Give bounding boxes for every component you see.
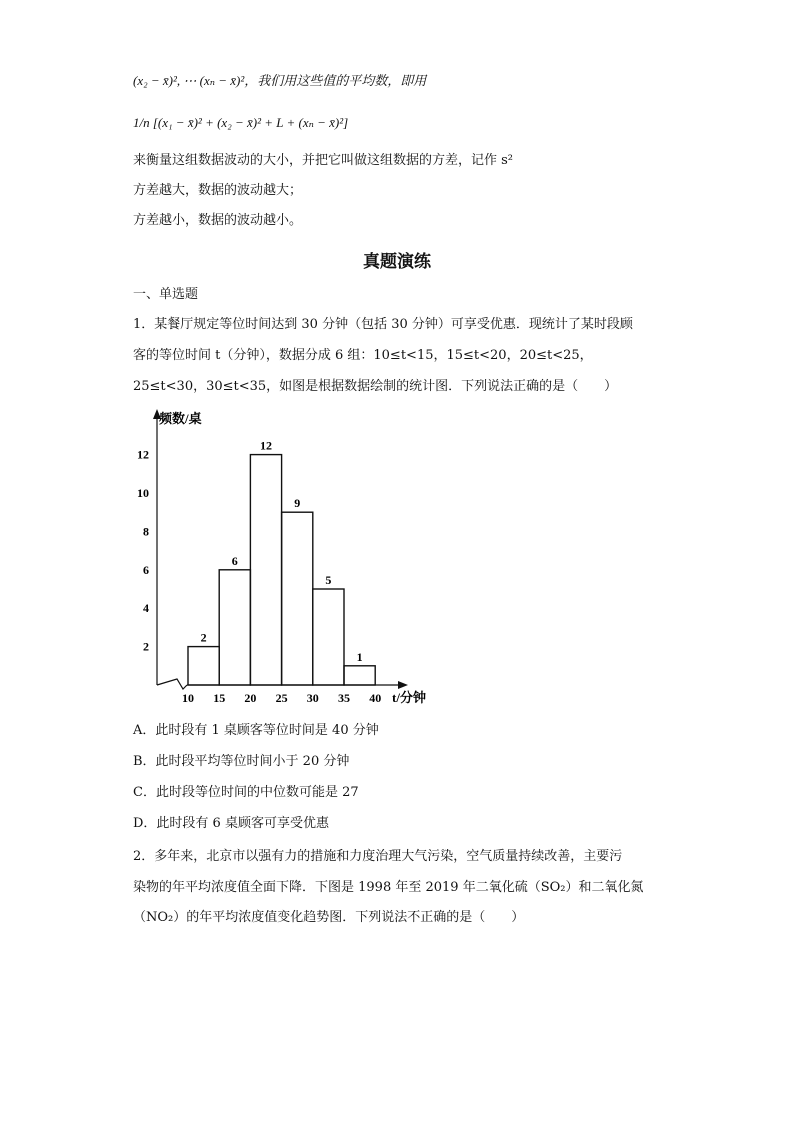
y-axis-label: 频数/桌 — [159, 411, 202, 426]
histogram-bar — [282, 512, 313, 685]
bar-value-label: 1 — [356, 649, 363, 664]
x-tick-label: 20 — [244, 691, 257, 705]
x-axis-arrow — [398, 681, 408, 689]
q1-option-c: C．此时段等位时间的中位数可能是 27 — [133, 785, 359, 800]
histogram-bar — [313, 589, 344, 685]
q2-line-2: 染物的年平均浓度值全面下降．下图是 1998 年至 2019 年二氧化硫（SO₂）和二氧化氮 — [133, 880, 644, 895]
y-tick-label: 12 — [137, 447, 149, 462]
x-tick-label: 30 — [306, 691, 319, 705]
histogram-bar — [188, 647, 219, 685]
y-tick-label: 4 — [143, 601, 149, 616]
x-tick-label: 25 — [275, 691, 288, 705]
bar-value-label: 12 — [260, 438, 272, 453]
histogram-bar — [219, 570, 250, 685]
y-tick-label: 8 — [143, 524, 149, 539]
axis-break — [157, 679, 187, 689]
histogram-chart — [130, 405, 430, 705]
histogram-bar — [344, 666, 375, 685]
variance-formula — [133, 114, 348, 132]
review-line-3: 来衡量这组数据波动的大小，并把它叫做这组数据的方差，记作 s² — [133, 153, 514, 168]
part-label: 一、单选题 — [133, 287, 199, 302]
review-line-4: 方差越大，数据的波动越大； — [133, 183, 303, 198]
x-tick-label: 40 — [369, 691, 382, 705]
q1-line-3: 25≤t<30，30≤t<35，如图是根据数据绘制的统计图．下列说法正确的是（ ） — [133, 379, 618, 394]
bar-value-label: 6 — [231, 553, 238, 568]
bar-value-label: 9 — [294, 496, 301, 511]
formula-body: [(x₁ − x̄)² + (x₂ − x̄)² + L + (xₙ − x̄)²] — [152, 115, 349, 130]
x-tick-label: 10 — [182, 691, 194, 705]
q1-option-a: A．此时段有 1 桌顾客等位时间是 40 分钟 — [133, 723, 379, 738]
q1-option-b: B．此时段平均等位时间小于 20 分钟 — [133, 754, 350, 769]
histogram-bar — [250, 455, 281, 685]
formula-lhs: 1/n — [133, 115, 150, 130]
q2-line-3: （NO₂）的年平均浓度值变化趋势图．下列说法不正确的是（ ） — [133, 910, 525, 925]
x-tick-label: 15 — [213, 691, 226, 705]
x-axis-label: t/分钟 — [392, 690, 426, 705]
review-line-1: (x₂ − x̄)², ⋯ (xₙ − x̄)²，我们用这些值的平均数，即用 — [133, 73, 427, 88]
section-title: 真题演练 — [363, 252, 431, 272]
x-tick-label: 35 — [338, 691, 350, 705]
review-line-5: 方差越小，数据的波动越小。 — [133, 213, 303, 228]
q1-option-d: D．此时段有 6 桌顾客可享受优惠 — [133, 816, 329, 831]
bar-value-label: 5 — [325, 573, 332, 587]
y-tick-label: 10 — [137, 486, 149, 500]
q2-line-1: 2．多年来，北京市以强有力的措施和力度治理大气污染，空气质量持续改善，主要污 — [133, 849, 623, 864]
bar-value-label: 2 — [200, 630, 207, 645]
q1-line-2: 客的等位时间 t（分钟），数据分成 6 组：10≤t<15，15≤t<20，20≤t<25， — [133, 348, 593, 363]
y-tick-label: 6 — [143, 562, 149, 577]
y-tick-label: 2 — [143, 639, 149, 654]
q1-line-1: 1．某餐厅规定等位时间达到 30 分钟（包括 30 分钟）可享受优惠．现统计了某时段顾 — [133, 317, 633, 332]
